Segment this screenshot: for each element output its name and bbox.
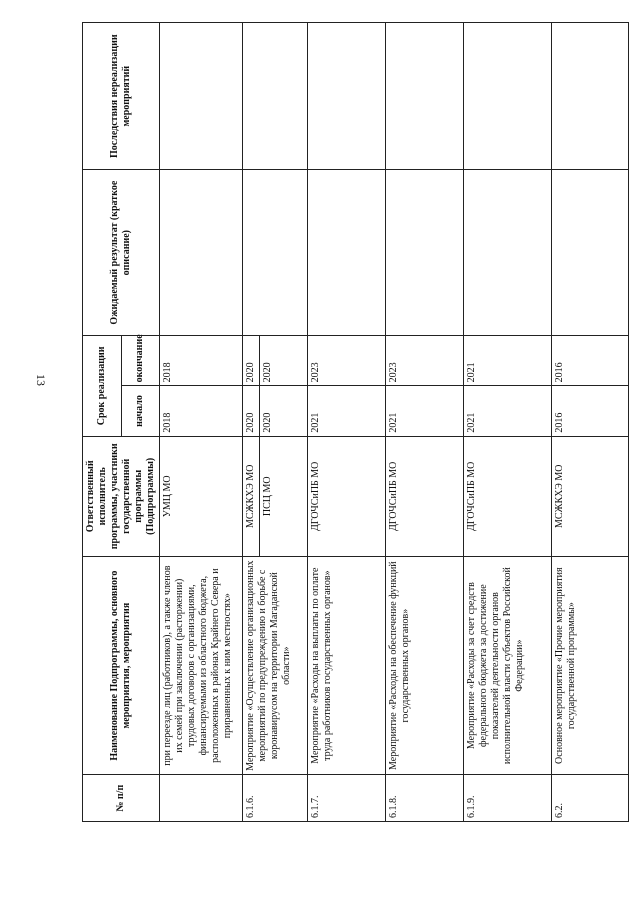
cell-executor: МСЖКХЭ МО bbox=[552, 436, 629, 556]
cell-start: 2018 bbox=[160, 386, 243, 436]
cell-result bbox=[160, 170, 243, 336]
cell-end: 2023 bbox=[308, 336, 386, 386]
cell-end: 2018 bbox=[160, 336, 243, 386]
cell-num: 6.1.9. bbox=[464, 775, 552, 822]
cell-executor bbox=[243, 436, 308, 556]
header-name: Наименование Подпрограммы, основного мероприятия, мероприятия bbox=[83, 556, 160, 774]
cell-result bbox=[552, 170, 629, 336]
cell-result bbox=[386, 170, 464, 336]
document-sheet bbox=[82, 22, 627, 822]
cell-end bbox=[243, 336, 308, 386]
cell-num: 6.1.6. bbox=[243, 775, 308, 822]
cell-num: 6.2. bbox=[552, 775, 629, 822]
cell-num bbox=[160, 775, 243, 822]
cell-start: 2016 bbox=[552, 386, 629, 436]
cell-start bbox=[243, 386, 308, 436]
cell-executor: ДГОЧСиПБ МО bbox=[464, 436, 552, 556]
end-primary: 2020 bbox=[245, 362, 256, 383]
cell-end: 2021 bbox=[464, 336, 552, 386]
cell-consequences bbox=[464, 23, 552, 170]
cell-consequences bbox=[552, 23, 629, 170]
cell-name: Мероприятие «Расходы на обеспечение функций государственных органов» bbox=[386, 556, 464, 774]
cell-start: 2021 bbox=[308, 386, 386, 436]
program-table bbox=[82, 22, 629, 822]
executor-secondary: ПСЦ МО bbox=[259, 437, 276, 556]
header-start: начало bbox=[121, 386, 160, 436]
cell-name: при переезде лиц (работников), а также членов их семей при заключении (расторжении) трудовых договоров с организациями, финансируемыми из областного бюджета, расположенных в районах Крайнего Севера и приравненных к ним местностях» bbox=[160, 556, 243, 774]
header-result: Ожидаемый результат (краткое описание) bbox=[83, 170, 160, 336]
cell-num: 6.1.8. bbox=[386, 775, 464, 822]
cell-name: Мероприятие «Расходы за счет средств федерального бюджета за достижение показателей деятельности органов исполнительной власти субъектов Российской Федерации» bbox=[464, 556, 552, 774]
cell-consequences bbox=[160, 23, 243, 170]
cell-result bbox=[243, 170, 308, 336]
table-row bbox=[464, 23, 552, 822]
cell-start: 2021 bbox=[386, 386, 464, 436]
table-row bbox=[386, 23, 464, 822]
end-secondary: 2020 bbox=[259, 336, 276, 385]
cell-name: Основное мероприятие «Прочие мероприятия государственной программы» bbox=[552, 556, 629, 774]
cell-result bbox=[464, 170, 552, 336]
table-row bbox=[552, 23, 629, 822]
header-num: № п/п bbox=[83, 775, 160, 822]
header-period: Срок реализации bbox=[83, 336, 122, 437]
cell-result bbox=[308, 170, 386, 336]
page-number: 13 bbox=[34, 374, 48, 386]
cell-end: 2023 bbox=[386, 336, 464, 386]
cell-end: 2016 bbox=[552, 336, 629, 386]
start-primary: 2020 bbox=[245, 412, 256, 433]
cell-executor: ДГОЧСиПБ МО bbox=[308, 436, 386, 556]
cell-consequences bbox=[308, 23, 386, 170]
cell-name: Мероприятие «Расходы на выплаты по оплате труда работников государственных органов» bbox=[308, 556, 386, 774]
cell-name: Мероприятие «Осуществление организационных мероприятий по предупреждению и борьбе с коронавирусом на территории Магаданской области» bbox=[243, 556, 308, 774]
cell-start: 2021 bbox=[464, 386, 552, 436]
start-secondary: 2020 bbox=[259, 386, 276, 435]
header-consequences: Последствия нереализации мероприятий bbox=[83, 23, 160, 170]
cell-consequences bbox=[243, 23, 308, 170]
table-row bbox=[160, 23, 243, 822]
table-row bbox=[308, 23, 386, 822]
cell-executor: УМЦ МО bbox=[160, 436, 243, 556]
header-end: окончание bbox=[121, 336, 160, 386]
header-executor: Ответственный исполнитель программы, участники государственной программы (Подпрограммы) bbox=[83, 436, 160, 556]
cell-executor: ДГОЧСиПБ МО bbox=[386, 436, 464, 556]
table-row bbox=[243, 23, 308, 822]
cell-consequences bbox=[386, 23, 464, 170]
executor-primary: МСЖКХЭ МО bbox=[245, 464, 256, 529]
cell-num: 6.1.7. bbox=[308, 775, 386, 822]
